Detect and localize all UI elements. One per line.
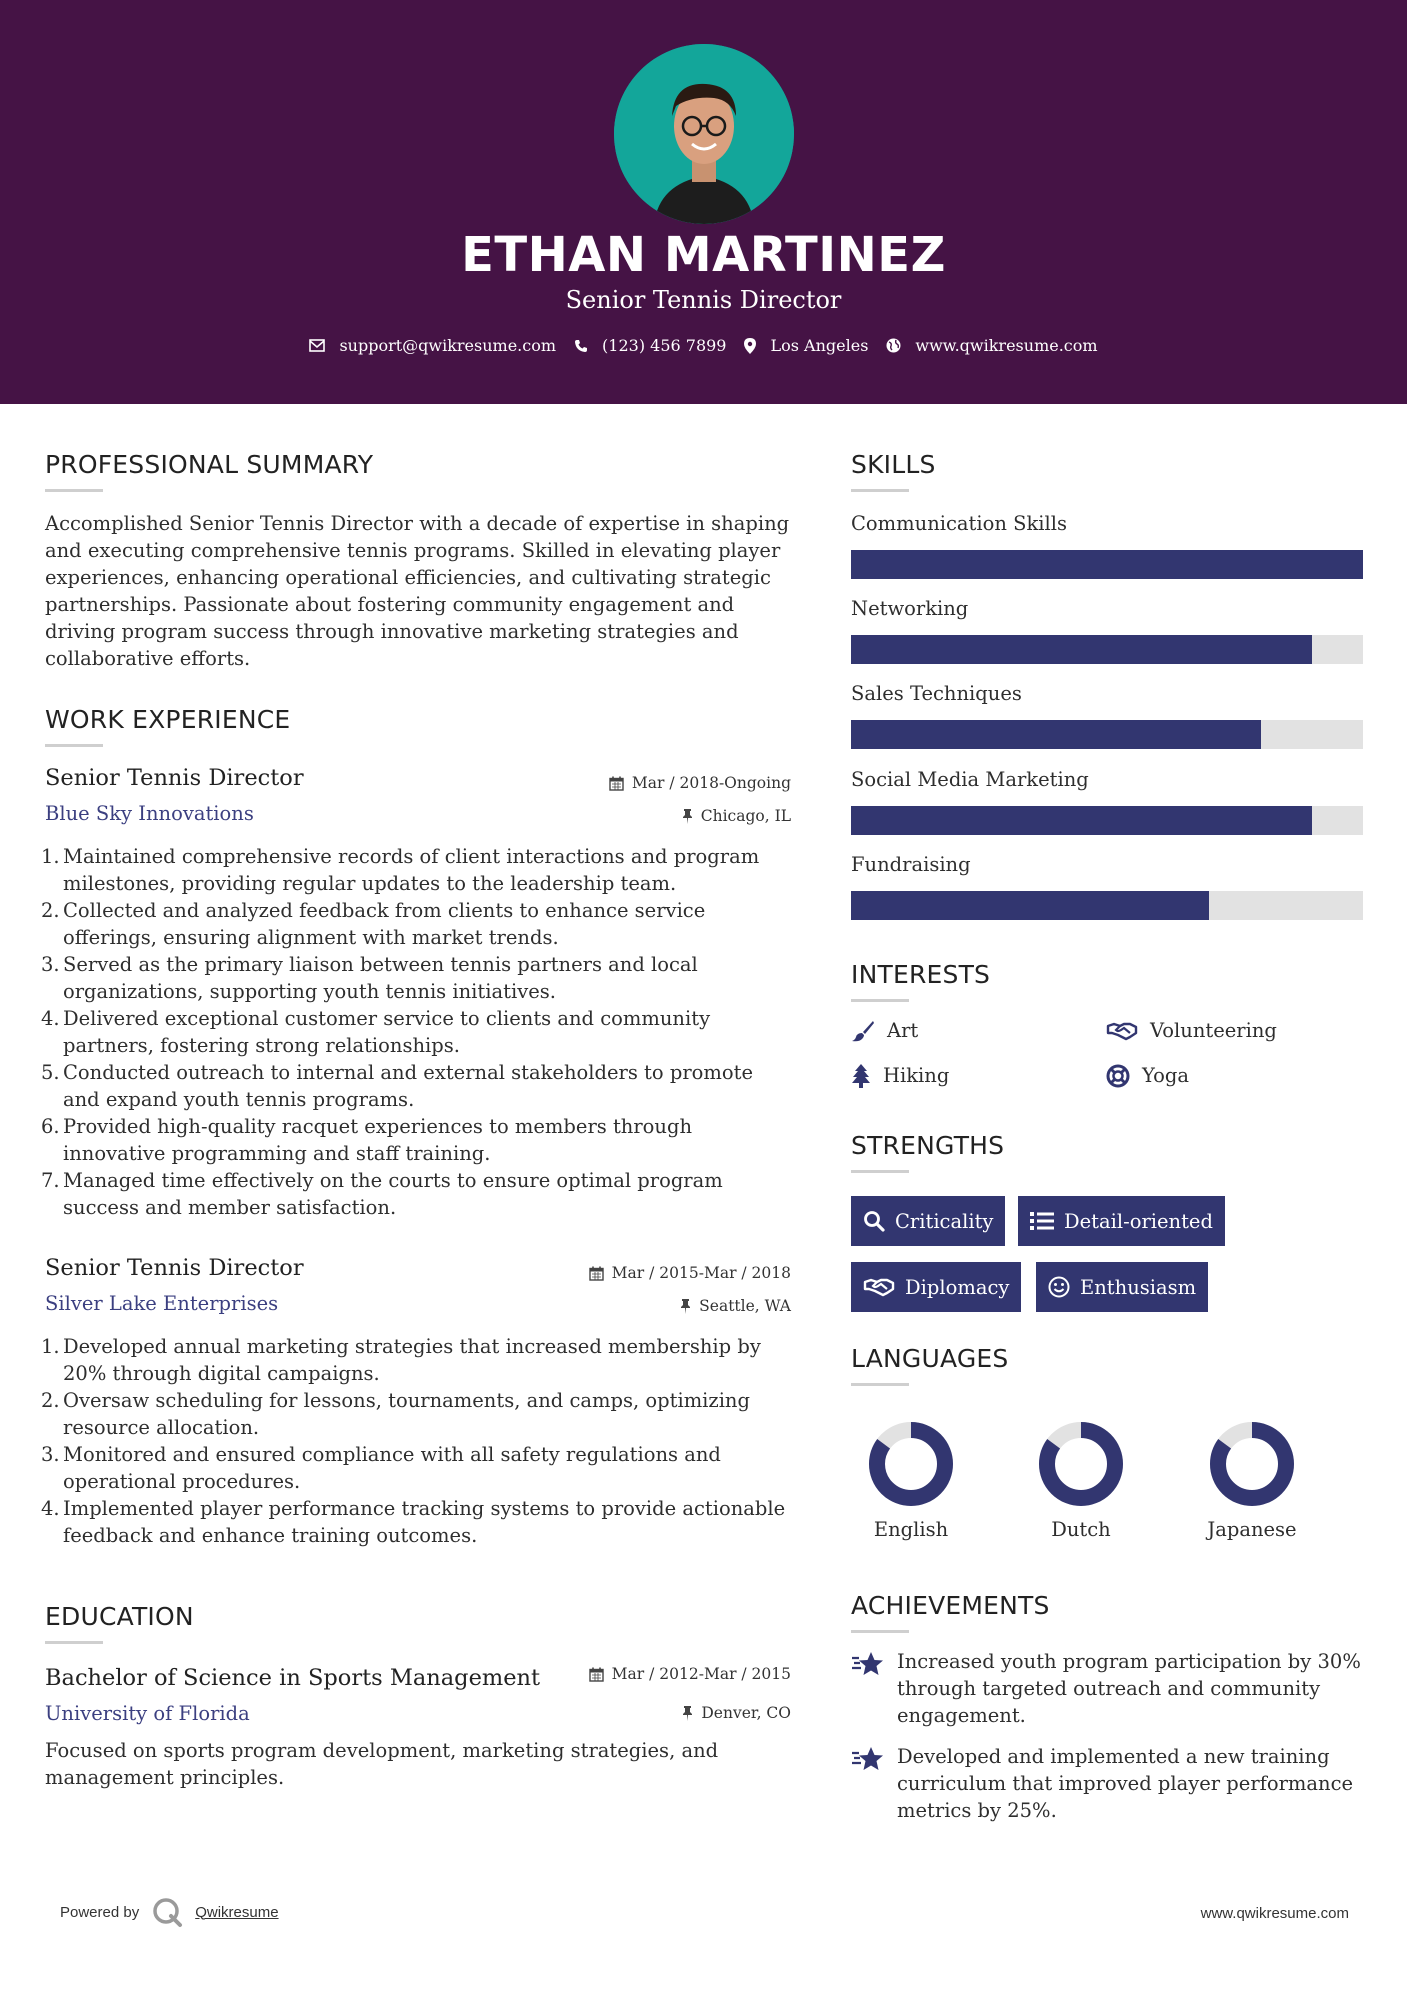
contact-location [744, 336, 868, 355]
summary-rule [45, 489, 103, 492]
calendar-icon [609, 776, 624, 791]
language-donut [867, 1420, 955, 1508]
summary-heading: PROFESSIONAL SUMMARY [45, 450, 374, 479]
map-pin-icon [744, 338, 756, 354]
job-bullets [41, 843, 795, 1221]
qwikresume-logo-icon [151, 1896, 183, 1928]
interest-item: Hiking [851, 1063, 949, 1089]
education-dates [589, 1663, 791, 1685]
paintbrush-icon [851, 1020, 875, 1042]
job-location [680, 1295, 791, 1317]
pushpin-icon [680, 1299, 691, 1314]
strength-badge: Enthusiasm [1036, 1262, 1208, 1312]
skill-label: Social Media Marketing [851, 768, 1089, 791]
interests-rule [851, 999, 909, 1002]
handshake-icon [863, 1277, 895, 1297]
school-name: University of Florida [45, 1702, 250, 1725]
job-dates [589, 1262, 791, 1284]
achievement-item [851, 1743, 1361, 1824]
skills-rule [851, 489, 909, 492]
job-location-text: Chicago, IL [700, 807, 791, 825]
list-item: 7. Managed time effectively on the courts to ensure optimal program success and member satisfaction. [41, 1169, 723, 1219]
star-icon [851, 1745, 885, 1773]
lifering-icon [1106, 1064, 1130, 1088]
globe-icon [886, 338, 901, 353]
email-text: support@qwikresume.com [339, 336, 557, 355]
skill-bar [851, 720, 1363, 749]
education-heading: EDUCATION [45, 1602, 194, 1631]
achievements-rule [851, 1630, 909, 1633]
job-title: Senior Tennis Director [45, 765, 304, 791]
list-item: 3. Monitored and ensured compliance with all safety regulations and operational procedures. [41, 1443, 721, 1493]
education-dates-text: Mar / 2012-Mar / 2015 [611, 1665, 791, 1683]
list-item: 2. Oversaw scheduling for lessons, tournaments, and camps, optimizing resource allocation. [41, 1389, 750, 1439]
education-description: Focused on sports program development, marketing strategies, and management principles. [45, 1739, 719, 1789]
language-donut [1208, 1420, 1296, 1508]
strength-badge: Detail-oriented [1018, 1196, 1225, 1246]
list-item: 6. Provided high-quality racquet experiences to members through innovative programming and staff training. [41, 1115, 693, 1165]
language-label: Dutch [1051, 1518, 1111, 1541]
skill-bar [851, 806, 1363, 835]
achievements-heading: ACHIEVEMENTS [851, 1591, 1050, 1620]
company-name: Blue Sky Innovations [45, 802, 254, 825]
list-item: 1. Maintained comprehensive records of client interactions and program milestones, providing regular updates to the leadership team. [41, 845, 760, 895]
candidate-title: Senior Tennis Director [565, 286, 842, 314]
envelope-icon [309, 339, 325, 352]
company-name: Silver Lake Enterprises [45, 1292, 279, 1315]
degree-title: Bachelor of Science in Sports Management [45, 1665, 541, 1691]
handshake-icon [1106, 1021, 1138, 1041]
summary-text: Accomplished Senior Tennis Director with a decade of expertise in shaping and executing comprehensive tennis programs. Skilled in elevating player experiences, enhancing operational efficiencies, and cultivating strategic partnerships. Passionate about fostering community engagement and driving program success through innovative marketing strategies and collaborative efforts. [45, 512, 790, 670]
list-item: 1. Developed annual marketing strategies that increased membership by 20% through digital campaigns. [41, 1335, 761, 1385]
languages-rule [851, 1383, 909, 1386]
job-dates-text: Mar / 2018-Ongoing [631, 774, 791, 792]
experience-heading: WORK EXPERIENCE [45, 705, 291, 734]
language-item [841, 1420, 981, 1541]
list-item: 4. Delivered exceptional customer service to clients and community partners, fostering strong relationships. [41, 1007, 711, 1057]
skill-bar-fill [851, 891, 1209, 920]
calendar-icon [589, 1266, 604, 1281]
pushpin-icon [682, 1706, 693, 1721]
education-location-text: Denver, CO [701, 1704, 791, 1722]
skill-bar-fill [851, 635, 1312, 664]
contact-bar [0, 336, 1407, 355]
phone-text: (123) 456 7899 [602, 336, 727, 355]
list-item: 3. Served as the primary liaison between tennis partners and local organizations, supporting youth tennis initiatives. [41, 953, 698, 1003]
smile-icon [1048, 1276, 1070, 1298]
skill-label: Communication Skills [851, 512, 1068, 535]
footer-url[interactable]: www.qwikresume.com [1200, 1905, 1349, 1922]
language-label: Japanese [1207, 1518, 1297, 1541]
calendar-icon [589, 1667, 604, 1682]
list-icon [1030, 1211, 1054, 1231]
skill-label: Fundraising [851, 853, 971, 876]
skill-bar [851, 891, 1363, 920]
powered-by-label: Powered by [60, 1903, 140, 1921]
interest-item: Volunteering [1106, 1018, 1277, 1044]
resume-header [0, 0, 1407, 404]
job-location-text: Seattle, WA [699, 1297, 791, 1315]
education-rule [45, 1641, 103, 1644]
qwikresume-link[interactable]: Qwikresume [195, 1903, 279, 1921]
contact-phone[interactable] [574, 336, 726, 355]
footer-powered-by [60, 1896, 279, 1928]
strength-badge: Diplomacy [851, 1262, 1021, 1312]
skill-bar-fill [851, 550, 1363, 579]
skills-heading: SKILLS [851, 450, 936, 479]
achievement-text: Increased youth program participation by 30% through targeted outreach and community engagement. [897, 1650, 1361, 1727]
pushpin-icon [682, 809, 693, 824]
contact-email[interactable] [309, 336, 556, 355]
strength-badge: Criticality [851, 1196, 1005, 1246]
interest-item: Art [851, 1018, 918, 1044]
language-item [1011, 1420, 1151, 1541]
list-item: 4. Implemented player performance tracking systems to provide actionable feedback and enhance training outcomes. [41, 1497, 786, 1547]
avatar [614, 44, 794, 224]
experience-rule [45, 744, 103, 747]
skill-bar [851, 550, 1363, 579]
job-bullets [41, 1333, 795, 1549]
skill-bar-fill [851, 806, 1312, 835]
language-donut [1037, 1420, 1125, 1508]
website-text: www.qwikresume.com [915, 336, 1098, 355]
candidate-name: ETHAN MARTINEZ [461, 227, 946, 283]
job-location [682, 805, 791, 827]
search-icon [863, 1210, 885, 1232]
skill-bar [851, 635, 1363, 664]
skill-label: Networking [851, 597, 969, 620]
star-icon [851, 1650, 885, 1678]
education-location [682, 1702, 791, 1724]
skill-bar-fill [851, 720, 1261, 749]
contact-website[interactable] [886, 336, 1097, 355]
interests-heading: INTERESTS [851, 960, 991, 989]
languages-heading: LANGUAGES [851, 1344, 1009, 1373]
list-item: 5. Conducted outreach to internal and external stakeholders to promote and expand youth tennis programs. [41, 1061, 753, 1111]
achievement-text: Developed and implemented a new training curriculum that improved player performance metrics by 25%. [897, 1745, 1354, 1822]
interest-item: Yoga [1106, 1063, 1189, 1089]
job-dates-text: Mar / 2015-Mar / 2018 [611, 1264, 791, 1282]
job-dates [609, 772, 791, 794]
language-label: English [873, 1518, 949, 1541]
language-item [1182, 1420, 1322, 1541]
job-title: Senior Tennis Director [45, 1255, 304, 1281]
skill-label: Sales Techniques [851, 682, 1022, 705]
achievement-item [851, 1648, 1361, 1729]
strengths-rule [851, 1170, 909, 1173]
list-item: 2. Collected and analyzed feedback from clients to enhance service offerings, ensuring alignment with market trends. [41, 899, 706, 949]
strengths-heading: STRENGTHS [851, 1131, 1005, 1160]
location-text: Los Angeles [770, 336, 869, 355]
tree-icon [851, 1064, 871, 1088]
phone-icon [574, 339, 588, 353]
